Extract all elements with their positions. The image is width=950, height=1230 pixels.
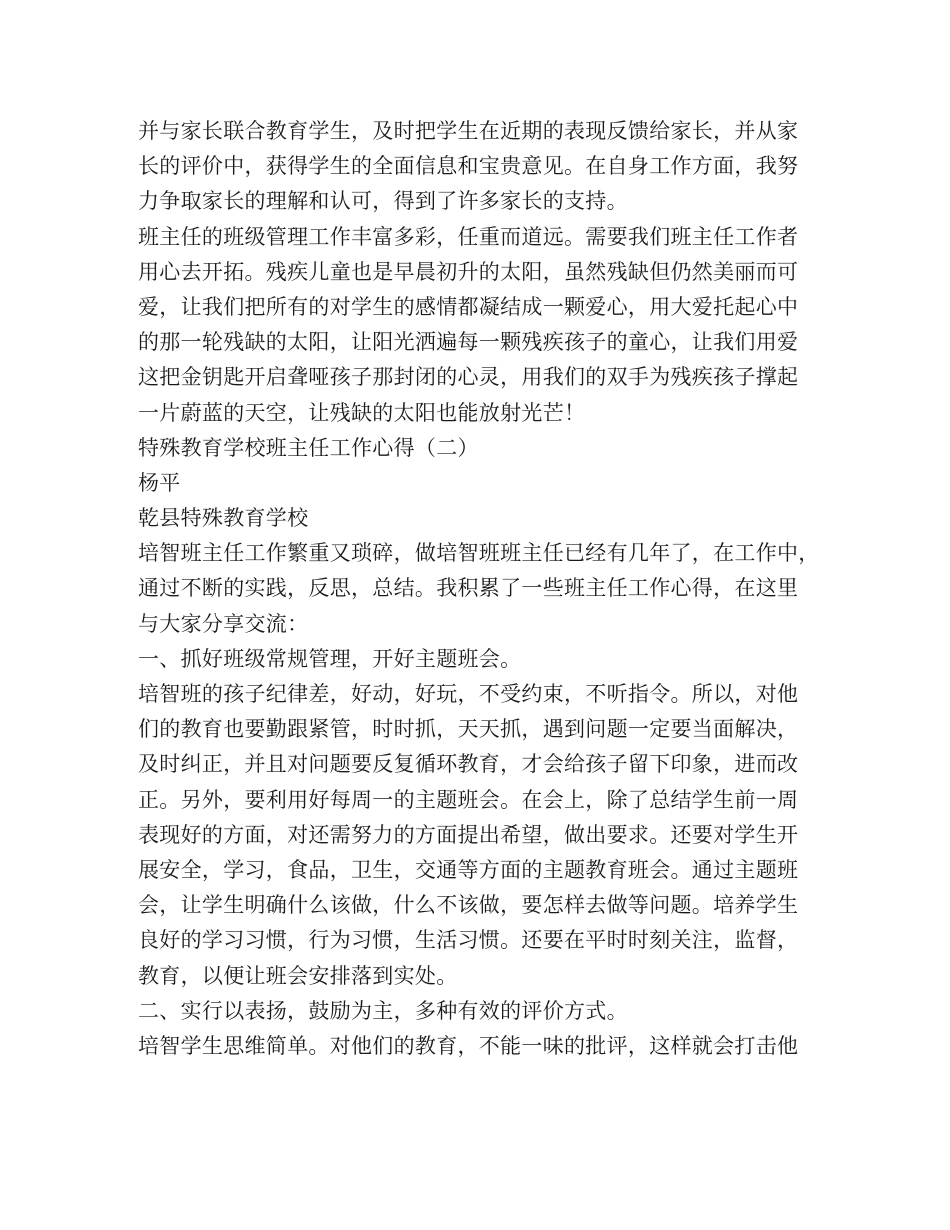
text-line: 正。另外，要利用好每周一的主题班会。在会上，除了总结学生前一周 bbox=[138, 787, 799, 812]
text-line: 通过不断的实践，反思，总结。我积累了一些班主任工作心得，在这里 bbox=[138, 576, 799, 601]
text-line: 及时纠正，并且对问题要反复循环教育，才会给孩子留下印象，进而改 bbox=[138, 752, 799, 777]
text-line: 培智班的孩子纪律差，好动，好玩，不受约束，不听指令。所以，对他 bbox=[138, 682, 799, 706]
subsection-heading: 二、实行以表扬，鼓励为主，多种有效的评价方式。 bbox=[138, 998, 628, 1023]
text-line: 表现好的方面，对还需努力的方面提出希望，做出要求。还要对学生开 bbox=[138, 822, 799, 847]
text-line: 良好的学习习惯，行为习惯，生活习惯。还要在平时时刻关注，监督， bbox=[138, 928, 799, 953]
text-line: 长的评价中，获得学生的全面信息和宝贵意见。在自身工作方面，我努 bbox=[138, 154, 799, 179]
text-line: 的那一轮残缺的太阳，让阳光洒遍每一颗残疾孩子的童心，让我们用爱 bbox=[138, 330, 799, 355]
document-body bbox=[138, 114, 828, 1064]
text-line: 们的教育也要勤跟紧管，时时抓，天天抓，遇到问题一定要当面解决， bbox=[138, 717, 799, 742]
text-line: 培智班主任工作繁重又琐碎，做培智班班主任已经有几年了，在工作中， bbox=[138, 541, 820, 566]
text-line: 教育，以便让班会安排落到实处。 bbox=[138, 963, 458, 988]
author-school: 乾县特殊教育学校 bbox=[138, 506, 309, 531]
author-name: 杨平 bbox=[138, 470, 181, 495]
text-line: 用心去开拓。残疾儿童也是早晨初升的太阳，虽然残缺但仍然美丽而可 bbox=[138, 259, 799, 284]
text-line: 班主任的班级管理工作丰富多彩，任重而道远。需要我们班主任工作者 bbox=[138, 224, 799, 249]
section-title: 特殊教育学校班主任工作心得（二） bbox=[138, 435, 479, 460]
text-line: 与大家分享交流： bbox=[138, 611, 309, 636]
text-line: 力争取家长的理解和认可，得到了许多家长的支持。 bbox=[138, 189, 628, 214]
subsection-heading: 一、抓好班级常规管理，开好主题班会。 bbox=[138, 646, 522, 671]
text-line: 爱，让我们把所有的对学生的感情都凝结成一颗爱心，用大爱托起心中 bbox=[138, 294, 799, 319]
text-line: 并与家长联合教育学生，及时把学生在近期的表现反馈给家长，并从家 bbox=[138, 119, 799, 143]
text-line: 会，让学生明确什么该做，什么不该做，要怎样去做等问题。培养学生 bbox=[138, 893, 799, 918]
text-line: 一片蔚蓝的天空，让残缺的太阳也能放射光芒！ bbox=[138, 400, 586, 425]
text-line: 培智学生思维简单。对他们的教育，不能一味的批评，这样就会打击他 bbox=[138, 1033, 799, 1058]
text-line: 这把金钥匙开启聋哑孩子那封闭的心灵，用我们的双手为残疾孩子撑起 bbox=[138, 365, 799, 390]
text-line: 展安全，学习，食品，卫生，交通等方面的主题教育班会。通过主题班 bbox=[138, 857, 799, 882]
